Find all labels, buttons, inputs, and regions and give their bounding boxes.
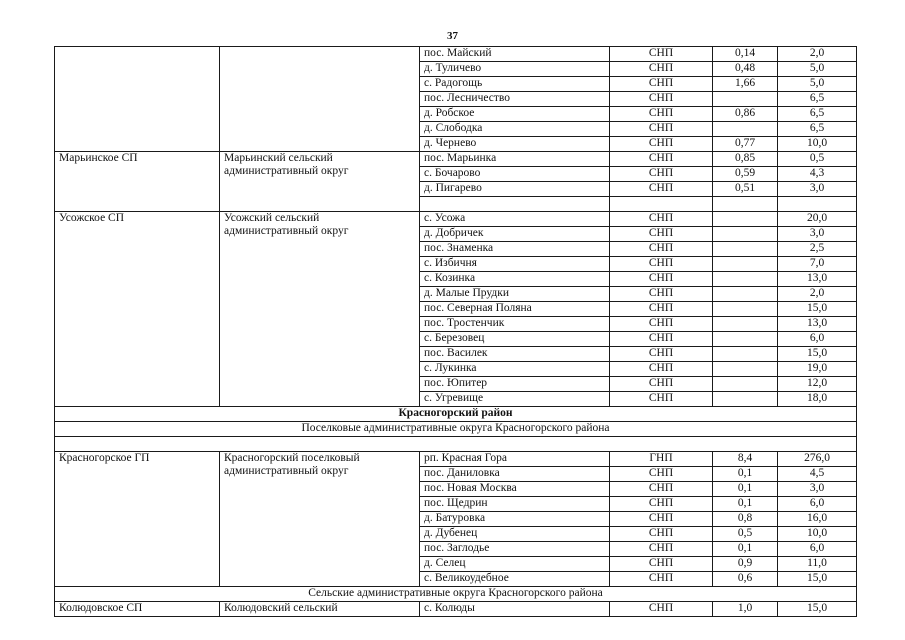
- settlement-type: СНП: [610, 557, 713, 572]
- settlement-area: 0,9: [713, 557, 778, 572]
- table-row: [55, 602, 857, 617]
- settlement-type: СНП: [610, 137, 713, 152]
- settlement-type: СНП: [610, 107, 713, 122]
- settlement-type: СНП: [610, 497, 713, 512]
- table-row: [55, 47, 857, 62]
- settlement-name: пос. Тростенчик: [420, 317, 610, 332]
- settlement-population: 6,5: [778, 107, 857, 122]
- settlement-type: ГНП: [610, 452, 713, 467]
- settlement-type: СНП: [610, 302, 713, 317]
- settlement-area: 0,14: [713, 47, 778, 62]
- settlement-area: 0,1: [713, 482, 778, 497]
- settlement-name: пос. Даниловка: [420, 467, 610, 482]
- settlement-name: с. Великоудебное: [420, 572, 610, 587]
- settlement-type: СНП: [610, 602, 713, 617]
- settlement-population: 6,0: [778, 542, 857, 557]
- settlement-area: [713, 122, 778, 137]
- settlement-area: 0,59: [713, 167, 778, 182]
- settlement-population: 11,0: [778, 557, 857, 572]
- region-name-cell: Усожское СП: [55, 212, 220, 407]
- settlement-area: 0,86: [713, 107, 778, 122]
- settlement-area: [713, 362, 778, 377]
- settlement-name: д. Чернево: [420, 137, 610, 152]
- settlement-name: с. Колюды: [420, 602, 610, 617]
- empty-cell: [713, 197, 778, 212]
- settlement-population: 2,5: [778, 242, 857, 257]
- settlement-population: 16,0: [778, 512, 857, 527]
- settlement-name: пос. Новая Москва: [420, 482, 610, 497]
- settlement-type: СНП: [610, 182, 713, 197]
- settlement-name: с. Усожа: [420, 212, 610, 227]
- settlement-type: СНП: [610, 122, 713, 137]
- settlement-type: СНП: [610, 332, 713, 347]
- settlement-type: СНП: [610, 377, 713, 392]
- settlement-name: с. Избичня: [420, 257, 610, 272]
- settlement-population: 0,5: [778, 152, 857, 167]
- rural-okrugs-title-row: [55, 587, 857, 602]
- settlement-name: д. Батуровка: [420, 512, 610, 527]
- settlement-name: пос. Знаменка: [420, 242, 610, 257]
- settlement-name: д. Слободка: [420, 122, 610, 137]
- settlement-name: пос. Марьинка: [420, 152, 610, 167]
- settlement-population: 7,0: [778, 257, 857, 272]
- settlement-population: 15,0: [778, 347, 857, 362]
- settlement-type: СНП: [610, 482, 713, 497]
- settlement-area: [713, 332, 778, 347]
- settlement-name: с. Угревище: [420, 392, 610, 407]
- settlement-type: СНП: [610, 467, 713, 482]
- settlement-population: 15,0: [778, 602, 857, 617]
- settlement-area: [713, 257, 778, 272]
- region-name-cell: Колюдовское СП: [55, 602, 220, 617]
- page-number: 37: [447, 30, 458, 42]
- settlement-area: [713, 92, 778, 107]
- settlement-name: рп. Красная Гора: [420, 452, 610, 467]
- settlement-area: 8,4: [713, 452, 778, 467]
- settlement-population: 10,0: [778, 527, 857, 542]
- empty-cell: [778, 197, 857, 212]
- settlement-type: СНП: [610, 362, 713, 377]
- settlement-area: [713, 302, 778, 317]
- table-row: [55, 452, 857, 467]
- settlement-area: [713, 212, 778, 227]
- empty-cell: [420, 197, 610, 212]
- settlement-type: СНП: [610, 152, 713, 167]
- settlement-type: СНП: [610, 212, 713, 227]
- settlement-area: 1,66: [713, 77, 778, 92]
- settlement-area: 0,1: [713, 542, 778, 557]
- settlement-type: СНП: [610, 47, 713, 62]
- settlement-population: 6,0: [778, 332, 857, 347]
- settlement-population: 3,0: [778, 482, 857, 497]
- settlement-name: д. Дубенец: [420, 527, 610, 542]
- settlement-population: 10,0: [778, 137, 857, 152]
- settlement-name: пос. Юпитер: [420, 377, 610, 392]
- empty-cell: [610, 197, 713, 212]
- settlement-population: 3,0: [778, 182, 857, 197]
- region-name-cell: [55, 47, 220, 152]
- settlement-type: СНП: [610, 227, 713, 242]
- settlement-area: 0,48: [713, 62, 778, 77]
- settlement-population: 276,0: [778, 452, 857, 467]
- settlement-population: 19,0: [778, 362, 857, 377]
- table-row: [55, 152, 857, 167]
- settlement-area: 0,8: [713, 512, 778, 527]
- settlement-name: пос. Щедрин: [420, 497, 610, 512]
- settlement-area: [713, 392, 778, 407]
- settlement-name: д. Добричек: [420, 227, 610, 242]
- settlement-type: СНП: [610, 167, 713, 182]
- settlement-population: 13,0: [778, 272, 857, 287]
- settlement-name: с. Козинка: [420, 272, 610, 287]
- okrug-name-cell: Колюдовский сельский: [220, 602, 420, 617]
- blank-cell: [55, 437, 857, 452]
- settlement-population: 5,0: [778, 77, 857, 92]
- settlement-area: [713, 287, 778, 302]
- settlement-population: 6,0: [778, 497, 857, 512]
- settlement-type: СНП: [610, 542, 713, 557]
- settlement-population: 6,5: [778, 92, 857, 107]
- settlement-type: СНП: [610, 317, 713, 332]
- settlement-name: с. Лукинка: [420, 362, 610, 377]
- settlement-population: 13,0: [778, 317, 857, 332]
- settlement-type: СНП: [610, 512, 713, 527]
- settlement-area: 0,5: [713, 527, 778, 542]
- settlement-type: СНП: [610, 257, 713, 272]
- settlement-name: д. Пигарево: [420, 182, 610, 197]
- settlement-area: [713, 317, 778, 332]
- settlement-population: 6,5: [778, 122, 857, 137]
- settlement-okrugs-title: Поселковые административные округа Красногорского района: [55, 422, 857, 437]
- settlement-name: д. Селец: [420, 557, 610, 572]
- settlement-name: пос. Заглодье: [420, 542, 610, 557]
- settlement-name: с. Бочарово: [420, 167, 610, 182]
- settlement-population: 3,0: [778, 227, 857, 242]
- settlement-population: 12,0: [778, 377, 857, 392]
- settlement-area: 1,0: [713, 602, 778, 617]
- settlement-population: 4,3: [778, 167, 857, 182]
- settlement-type: СНП: [610, 92, 713, 107]
- settlements-table: [54, 46, 857, 617]
- okrug-name-cell: Марьинский сельский административный округ: [220, 152, 420, 212]
- settlement-population: 2,0: [778, 47, 857, 62]
- district-title-row: [55, 407, 857, 422]
- district-title: Красногорский район: [55, 407, 857, 422]
- settlement-type: СНП: [610, 62, 713, 77]
- settlement-name: д. Робское: [420, 107, 610, 122]
- region-name-cell: Марьинское СП: [55, 152, 220, 212]
- settlement-name: пос. Северная Поляна: [420, 302, 610, 317]
- table-row: [55, 212, 857, 227]
- settlement-type: СНП: [610, 392, 713, 407]
- okrug-name-cell: Усожский сельский административный округ: [220, 212, 420, 407]
- settlement-name: д. Малые Прудки: [420, 287, 610, 302]
- region-name-cell: Красногорское ГП: [55, 452, 220, 587]
- settlement-population: 15,0: [778, 572, 857, 587]
- settlement-population: 15,0: [778, 302, 857, 317]
- settlement-name: пос. Лесничество: [420, 92, 610, 107]
- settlement-type: СНП: [610, 77, 713, 92]
- settlement-name: с. Радогощь: [420, 77, 610, 92]
- settlement-okrugs-title-row: [55, 422, 857, 437]
- settlement-type: СНП: [610, 347, 713, 362]
- settlement-area: [713, 347, 778, 362]
- settlement-name: с. Березовец: [420, 332, 610, 347]
- settlement-area: [713, 377, 778, 392]
- settlement-area: [713, 272, 778, 287]
- settlement-population: 4,5: [778, 467, 857, 482]
- settlement-area: [713, 242, 778, 257]
- settlement-area: [713, 227, 778, 242]
- settlement-population: 18,0: [778, 392, 857, 407]
- settlement-type: СНП: [610, 287, 713, 302]
- settlement-area: 0,85: [713, 152, 778, 167]
- settlement-area: 0,1: [713, 467, 778, 482]
- settlement-name: пос. Василек: [420, 347, 610, 362]
- rural-okrugs-title: Сельские административные округа Красногорского района: [55, 587, 857, 602]
- settlement-area: 0,1: [713, 497, 778, 512]
- settlement-type: СНП: [610, 527, 713, 542]
- settlement-area: 0,51: [713, 182, 778, 197]
- blank-row: [55, 437, 857, 452]
- settlement-population: 20,0: [778, 212, 857, 227]
- settlement-type: СНП: [610, 272, 713, 287]
- okrug-name-cell: [220, 47, 420, 152]
- settlement-type: СНП: [610, 242, 713, 257]
- settlement-area: 0,77: [713, 137, 778, 152]
- okrug-name-cell: Красногорский поселковый административный округ: [220, 452, 420, 587]
- settlement-name: д. Туличево: [420, 62, 610, 77]
- settlement-population: 2,0: [778, 287, 857, 302]
- settlement-type: СНП: [610, 572, 713, 587]
- settlement-area: 0,6: [713, 572, 778, 587]
- settlement-name: пос. Майский: [420, 47, 610, 62]
- settlement-population: 5,0: [778, 62, 857, 77]
